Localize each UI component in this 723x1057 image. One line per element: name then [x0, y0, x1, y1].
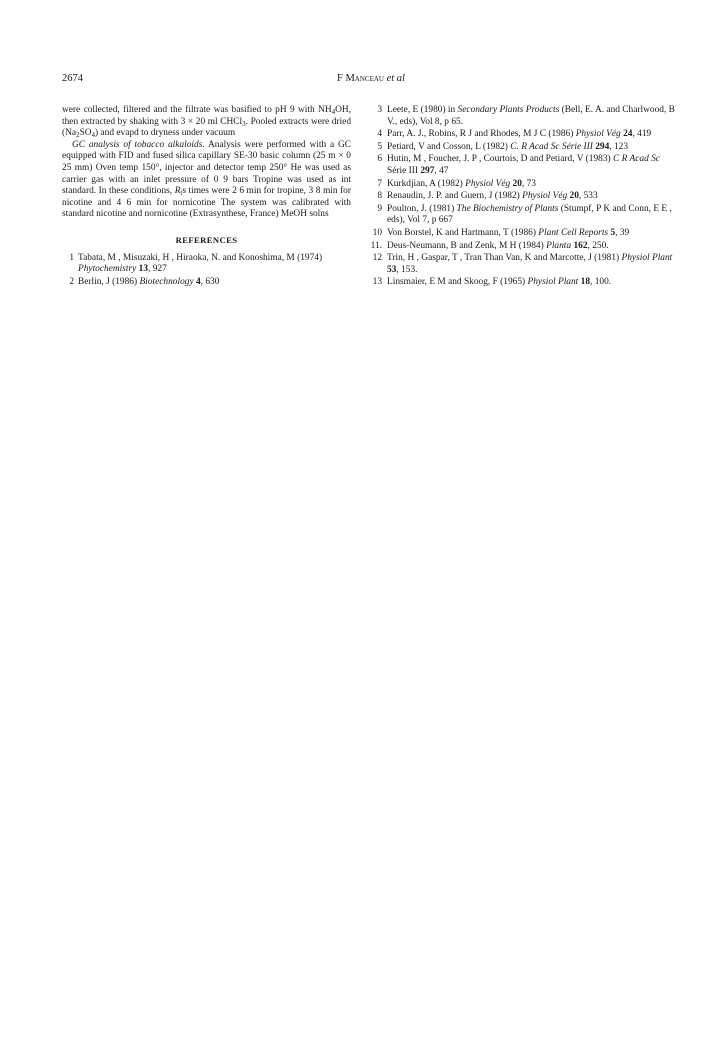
- reference-9: 9 Poulton, J. (1981) The Biochemistry of Plants (Stumpf, P K and Conn, E E , eds), Vol 7, p 667: [377, 203, 672, 226]
- page-number: 2674: [62, 73, 83, 84]
- running-title: [62, 72, 680, 86]
- references-heading: REFERENCES: [175, 234, 238, 245]
- reference-4: 4 Parr, A. J., Robins, R J and Rhodes, M J C (1986) Physiol Vég 24, 419: [377, 129, 652, 140]
- reference-2: 2 Berlin, J (1986) Biotechnology 4, 630: [69, 276, 220, 287]
- left-column: [62, 105, 351, 289]
- body-paragraph-extraction: were collected, filtered and the filtrate was basified to pH 9 with $NH_4OH$, then extracted by shaking with 3 × 20 ml CHCl$_3$. Pooled extracts were dried $(Na_2SO_4)$ and evapd to dryness under vacuum: [62, 105, 352, 140]
- section-run-in-heading: GC analysis of tobacco alkaloids.: [72, 139, 205, 150]
- right-column: [369, 105, 680, 290]
- reference-11: 11. Deus-Neumann, B and Zenk, M H (1984) Planta 162, 250.: [370, 240, 609, 251]
- reference-8: 8 Renaudin, J. P. and Guern, J (1982) Physiol Vég 20, 533: [377, 191, 598, 202]
- running-head: [62, 72, 680, 86]
- reference-3: 3 Leete, E (1980) in Secondary Plants Products (Bell, E. A. and Charlwood, B V., eds), Vol 8, p 65.: [377, 105, 675, 127]
- reference-5: 5 Petiard, V and Cosson, L (1982) C. R Acad Sc Série III 294, 123: [377, 141, 629, 152]
- body-paragraph-gc-analysis: GC analysis of tobacco alkaloids. Analysis were performed with a GC equipped with FID and fused silica capillary SE-30 basic column (25 m × 0 25 mm) Oven temp 150°, injector and detector temp 250° He was used as carrier gas with an inlet pressure of 0 9 bars Tropine was used as int standard. In these conditions, $R_ts$ times were 2 6 min for tropine, 3 8 min for nicotine and 4 6 min for nornicotine The system was calibrated with standard nicotine and nornicotine (Extrasynthese, France) MeOH solns: [62, 139, 351, 220]
- author-surname: Manceau: [345, 73, 384, 84]
- reference-6: 6 Hutin, M , Foucher, J. P , Courtois, D and Petiard, V (1983) C R Acad Sc Série III 297, 47: [377, 154, 660, 176]
- et-al: et al: [386, 73, 405, 84]
- reference-10: 10 Von Borstel, K and Hartmann, T (1986) Plant Cell Reports 5, 39: [372, 227, 630, 238]
- reference-1: 1 Tabata, M , Misuzaki, H , Hiraoka, N. and Konoshima, M (1974) Phytochemistry 13, 927: [69, 252, 323, 275]
- reference-13: 13 Linsmaier, E M and Skoog, F (1965) Physiol Plant 18, 100.: [372, 277, 612, 288]
- reference-12: 12 Trin, H , Gaspar, T , Tran Than Van, K and Marcotte, J (1981) Physiol Plant 53, 153.: [372, 253, 673, 275]
- reference-7: 7 Kurkdjian, A (1982) Physiol Vég 20, 73: [377, 178, 536, 189]
- author-initial: F: [337, 73, 343, 84]
